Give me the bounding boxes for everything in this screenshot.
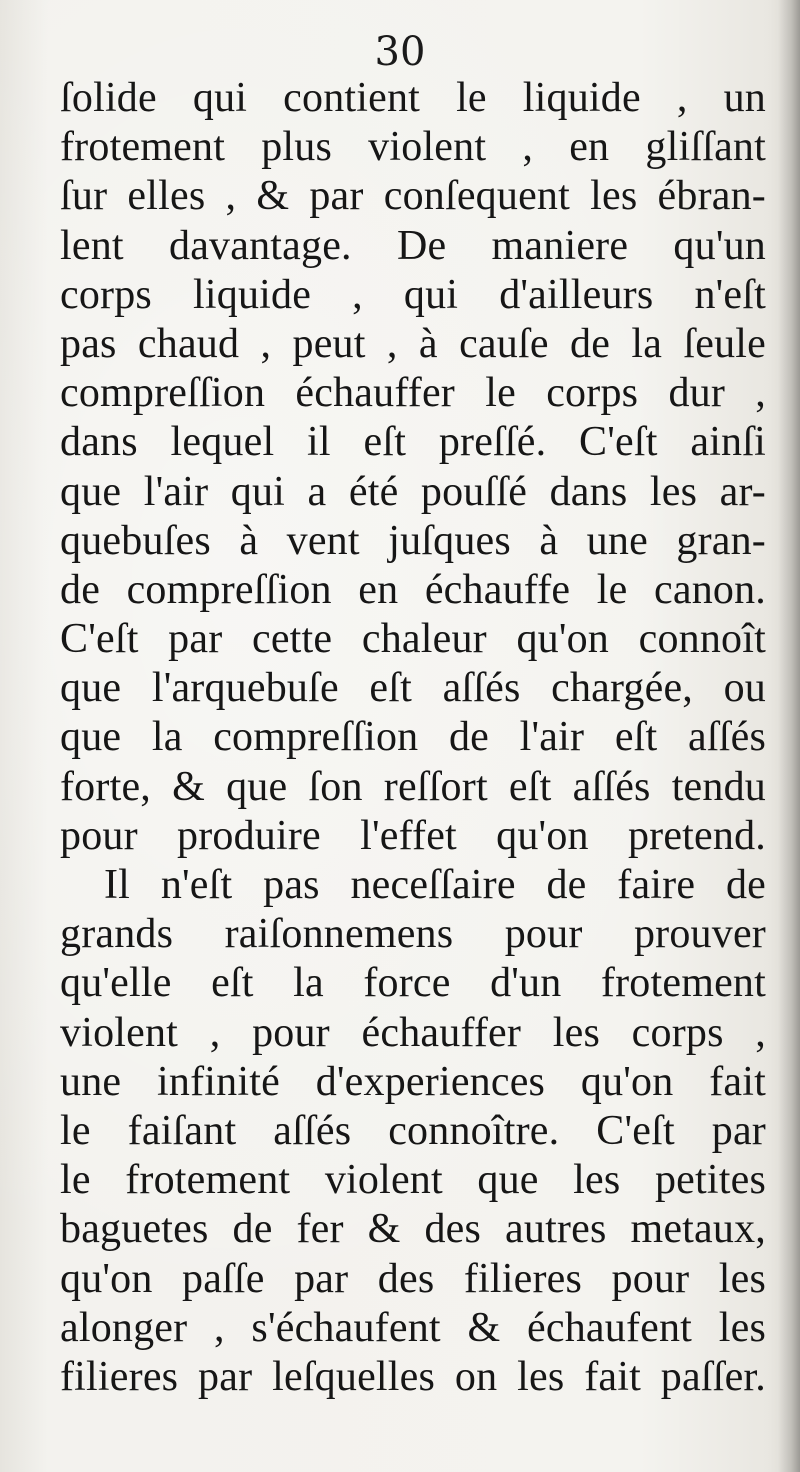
text-line: corps liquide , qui d'ailleurs n'eſt (60, 271, 766, 318)
text-line: dans lequel il eſt preſſé. C'eſt ainſi (60, 419, 766, 466)
text-line: alonger , s'échaufent & échaufent les (60, 1304, 766, 1351)
text-line: frotement plus violent , en gliſſant (60, 124, 766, 171)
text-line: de compreſſion en échauffe le canon. (60, 566, 766, 613)
text-line: qu'elle eſt la force d'un frotement (60, 960, 766, 1007)
text-line: baguetes de fer & des autres metaux, (60, 1206, 766, 1253)
text-line: C'eſt par cette chaleur qu'on connoît (60, 616, 766, 663)
text-line: ſur elles , & par conſequent les ébran- (60, 173, 766, 220)
text-line: pour produire l'effet qu'on pretend. (60, 812, 766, 859)
text-line: lent davantage. De maniere qu'un (60, 222, 766, 269)
paragraph-start-line: Il n'eſt pas neceſſaire de faire de (104, 862, 766, 908)
text-line: que la compreſſion de l'air eſt aſſés (60, 714, 766, 761)
page-number: 30 (374, 29, 426, 75)
page-edge-shadow (778, 0, 800, 1472)
text-line: grands raiſonnemens pour prouver (60, 911, 766, 958)
text-line: ſolide qui contient le liquide , un (60, 75, 766, 121)
text-line: filieres par leſquelles on les fait paſſer. (60, 1353, 766, 1400)
text-line: violent , pour échauffer les corps , (60, 1009, 766, 1056)
text-line: une infinité d'experiences qu'on fait (60, 1058, 766, 1105)
text-line: le faiſant aſſés connoître. C'eſt par (60, 1107, 766, 1154)
text-line: le frotement violent que les petites (60, 1157, 766, 1204)
text-line: qu'on paſſe par des filieres pour les (60, 1255, 766, 1302)
text-line: forte, & que ſon reſſort eſt aſſés tendu (60, 763, 766, 810)
text-line: compreſſion échauffer le corps dur , (60, 370, 766, 417)
text-line: que l'air qui a été pouſſé dans les ar- (60, 468, 766, 515)
text-line: quebuſes à vent juſques à une gran- (60, 517, 766, 564)
text-line: que l'arquebuſe eſt aſſés chargée, ou (60, 665, 766, 712)
text-line: pas chaud , peut , à cauſe de la ſeule (60, 320, 766, 367)
body-text (60, 74, 766, 1402)
